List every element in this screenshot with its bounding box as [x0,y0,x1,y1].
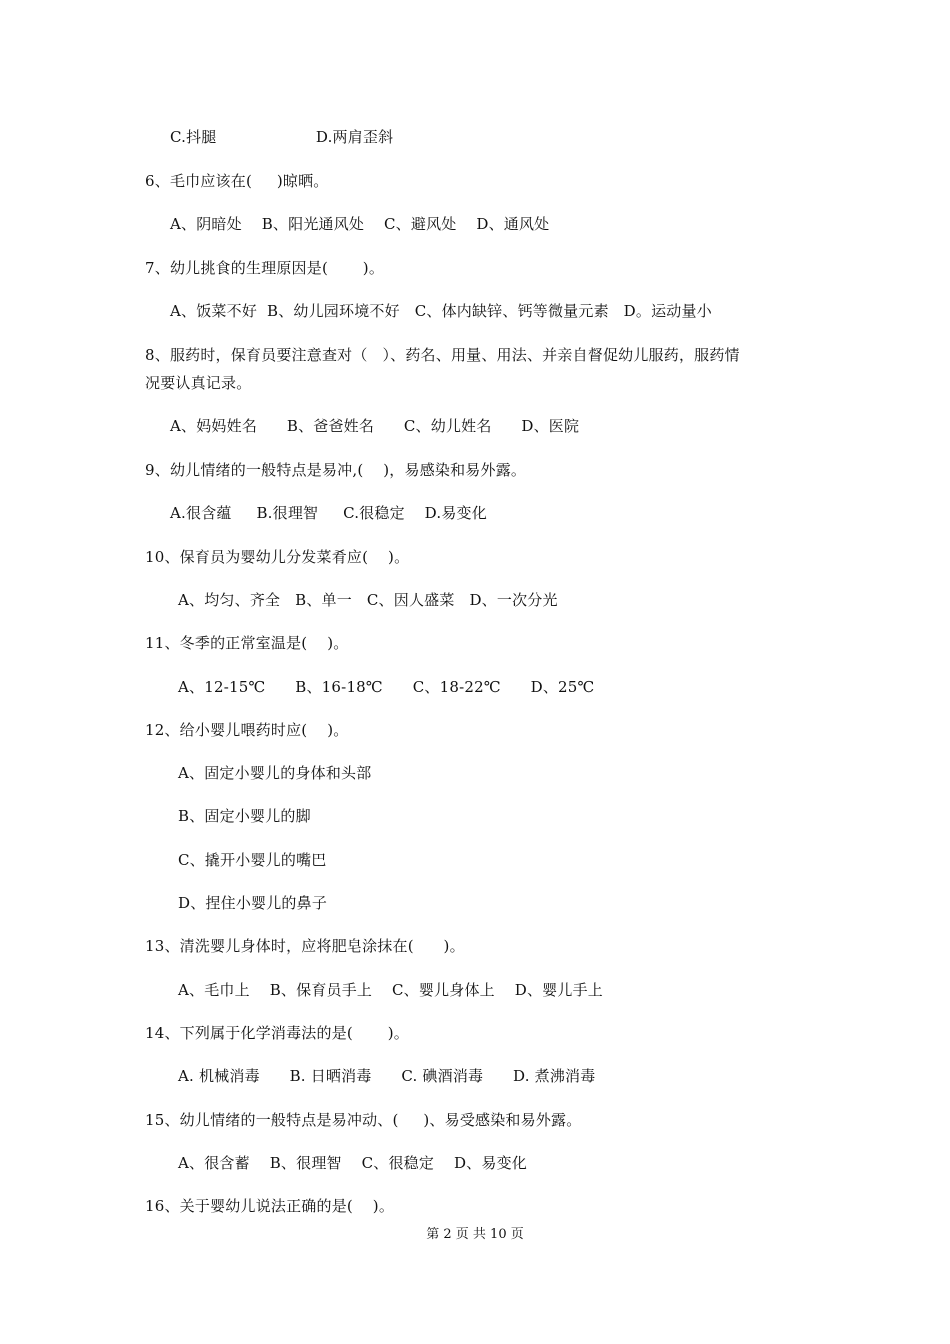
question-7-options: A、饭菜不好 B、幼儿园环境不好 C、体内缺锌、钙等微量元素 D。运动量小 [170,302,712,320]
question-6-options: A、阴暗处 B、阳光通风处 C、避风处 D、通风处 [170,215,550,233]
question-6: 6、毛巾应该在( )晾晒。 [145,172,329,190]
question-7: 7、幼儿挑食的生理原因是( )。 [145,259,385,277]
page-footer: 第 2 页 共 10 页 [426,1227,524,1242]
question-12-option-c: C、撬开小婴儿的嘴巴 [178,851,327,869]
question-12-option-b: B、固定小婴儿的脚 [178,807,311,825]
question-9: 9、幼儿情绪的一般特点是易冲,( )，易感染和易外露。 [145,461,527,479]
question-8-continued: 况要认真记录。 [145,374,252,392]
question-15-options: A、很含蓄 B、很理智 C、很稳定 D、易变化 [178,1154,527,1172]
question-13-options: A、毛巾上 B、保育员手上 C、婴儿身体上 D、婴儿手上 [178,981,603,999]
question-13: 13、清洗婴儿身体时，应将肥皂涂抹在( )。 [145,937,465,955]
question-16: 16、关于婴幼儿说法正确的是( )。 [145,1197,395,1215]
question-12: 12、给小婴儿喂药时应( )。 [145,721,349,739]
question-14: 14、下列属于化学消毒法的是( )。 [145,1024,409,1042]
question-15: 15、幼儿情绪的一般特点是易冲动、( )、易受感染和易外露。 [145,1111,582,1129]
question-10: 10、保育员为婴幼儿分发菜肴应( )。 [145,548,410,566]
question-12-option-d: D、捏住小婴儿的鼻子 [178,894,328,912]
question-8-options: A、妈妈姓名 B、爸爸姓名 C、幼儿姓名 D、医院 [170,417,580,435]
question-14-options: A. 机械消毒 B. 日晒消毒 C. 碘酒消毒 D. 煮沸消毒 [178,1067,596,1085]
question-8: 8、服药时，保育员要注意查对（ ）、药名、用量、用法、并亲自督促幼儿服药，服药情 [145,346,740,364]
question-10-options: A、均匀、齐全 B、单一 C、因人盛菜 D、一次分光 [178,591,558,609]
question-11-options: A、12-15℃ B、16-18℃ C、18-22℃ D、25℃ [178,678,595,696]
question-12-option-a: A、固定小婴儿的身体和头部 [178,764,372,782]
question-5-options: C.抖腿 D.两肩歪斜 [170,128,394,146]
question-11: 11、冬季的正常室温是( )。 [145,634,349,652]
question-9-options: A.很含蕴 B.很理智 C.很稳定 D.易变化 [170,504,487,522]
